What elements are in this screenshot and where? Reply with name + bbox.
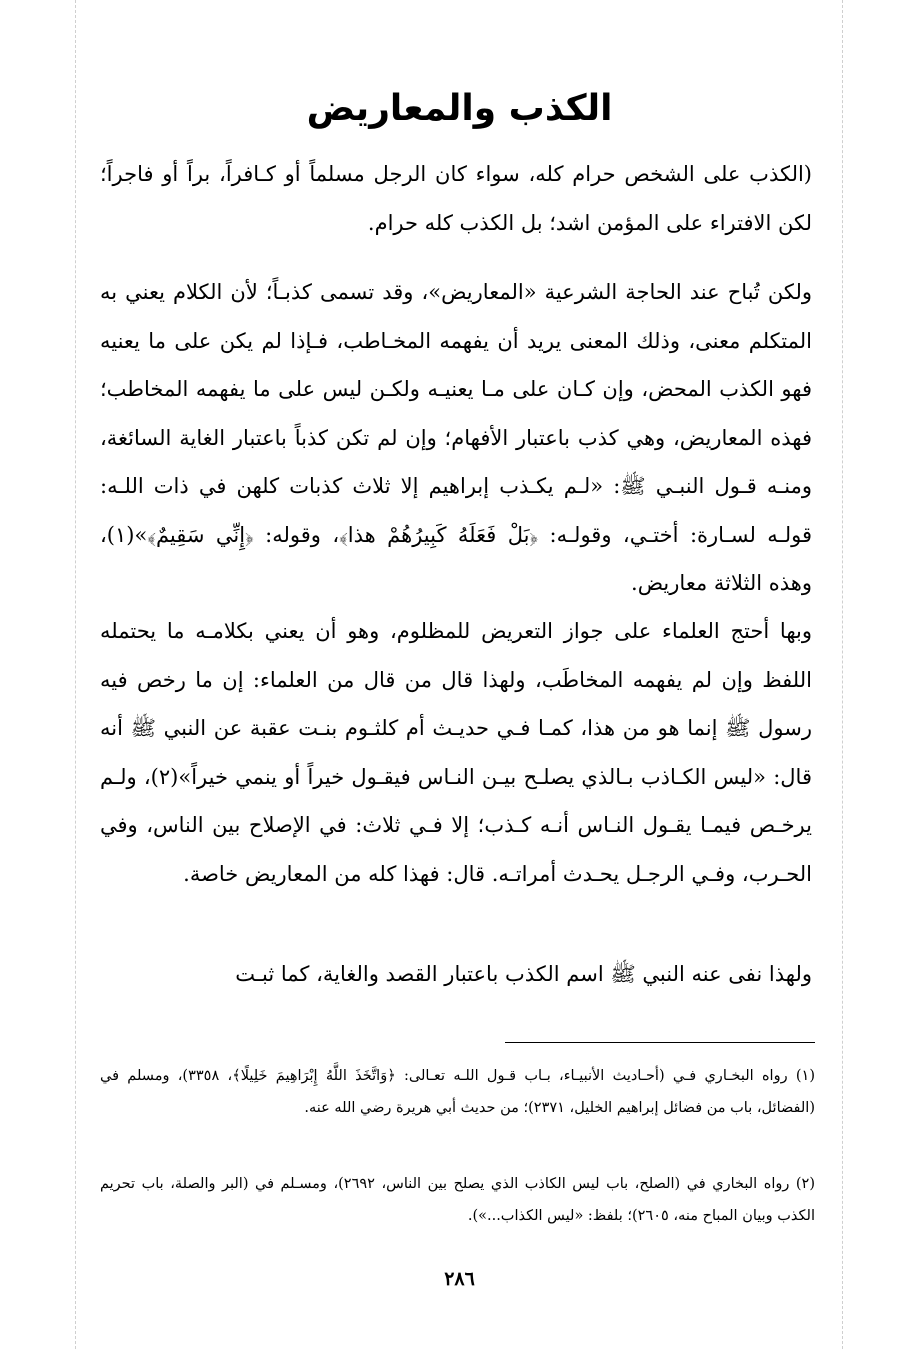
paragraph-2: ولكن تُباح عند الحاجة الشرعية «المعاريض»، وقد تسمى كذبـاً؛ لأن الكلام يعني به المتكلم معنى، وذلك المعنى يريد أن يفهمه المخـاطب، فـإذا لم يكن على ما يعنيه فهو الكذب المحض، وإن كـان على مـا يعنيـه ولكـن ليس على ما يفهمه المخاطب؛ فهذه المعاريض، وهي كذب باعتبار الأفهام؛ وإن لم تكن كذباً باعتبار الغاية السائغة، ومنـه قـول النبـي ﷺ: «لـم يكـذب إبراهيم إلا ثلاث كذبات كلهن في ذات اللـه: قولـه لسـارة: أختـي، وقولـه: ﴿بَلْ فَعَلَهُ كَبِيرُهُمْ هذا﴾، وقوله: ﴿إِنِّي سَقِيمٌ﴾»(١)، وهذه الثلاثة معاريض. [100, 280, 812, 595]
paragraph-1: (الكذب على الشخص حرام كله، سواء كان الرجل مسلماً أو كـافراً، براً أو فاجراً؛ لكن الافتراء على المؤمن اشد؛ بل الكذب كله حرام. [100, 162, 812, 235]
footnote-separator [505, 1042, 815, 1043]
margin-guide-left [75, 0, 76, 1349]
paragraph-4: ولهذا نفى عنه النبي ﷺ اسم الكذب باعتبار القصد والغاية، كما ثبـت [235, 962, 812, 986]
page-number: ٢٨٦ [444, 1268, 475, 1290]
paragraph-3: وبها أحتج العلماء على جواز التعريض للمظلوم، وهو أن يعني بكلامـه ما يحتمله اللفظ وإن لم يفهمه المخاطَب، ولهذا قال من قال من العلماء: إن ما رخص فيه رسول ﷺ إنما هو من هذا، كمـا فـي حديـث أم كلثـوم بنـت عقبة عن النبي ﷺ أنه قال: «ليس الكـاذب بـالذي يصلـح بيـن النـاس فيقـول خيراً أو ينمي خيراً»(٢)، ولـم يرخـص فيمـا يقـول النـاس أنـه كـذب؛ إلا فـي ثلاث: في الإصلاح بين الناس، وفي الحـرب، وفـي الرجـل يحـدث أمراتـه. قال: فهذا كله من المعاريض خاصة. [100, 619, 812, 886]
page-title: الكذب والمعاريض [306, 88, 613, 129]
margin-guide-right [842, 0, 843, 1349]
footnote-2: (٢) رواه البخاري في (الصلح، باب ليس الكاذب الذي يصلح بين الناس، ٢٦٩٢)، ومسـلم في (البر والصلة، باب تحريم الكذب وبيان المباح منه، ٢٦٠٥)؛ بلفظ: «ليس الكذاب...»). [100, 1176, 815, 1224]
footnote-1: (١) رواه البخـاري فـي (أحـاديث الأنبيـاء، بـاب قـول اللـه تعـالى: ﴿وَاتَّخَذَ اللَّهُ إِبْرَاهِيمَ خَلِيلًا﴾، ٣٣٥٨)، ومسلم في (الفضائل، باب من فضائل إبراهيم الخليل، ٢٣٧١)؛ من حديث أبي هريرة رضي الله عنه. [100, 1068, 815, 1116]
